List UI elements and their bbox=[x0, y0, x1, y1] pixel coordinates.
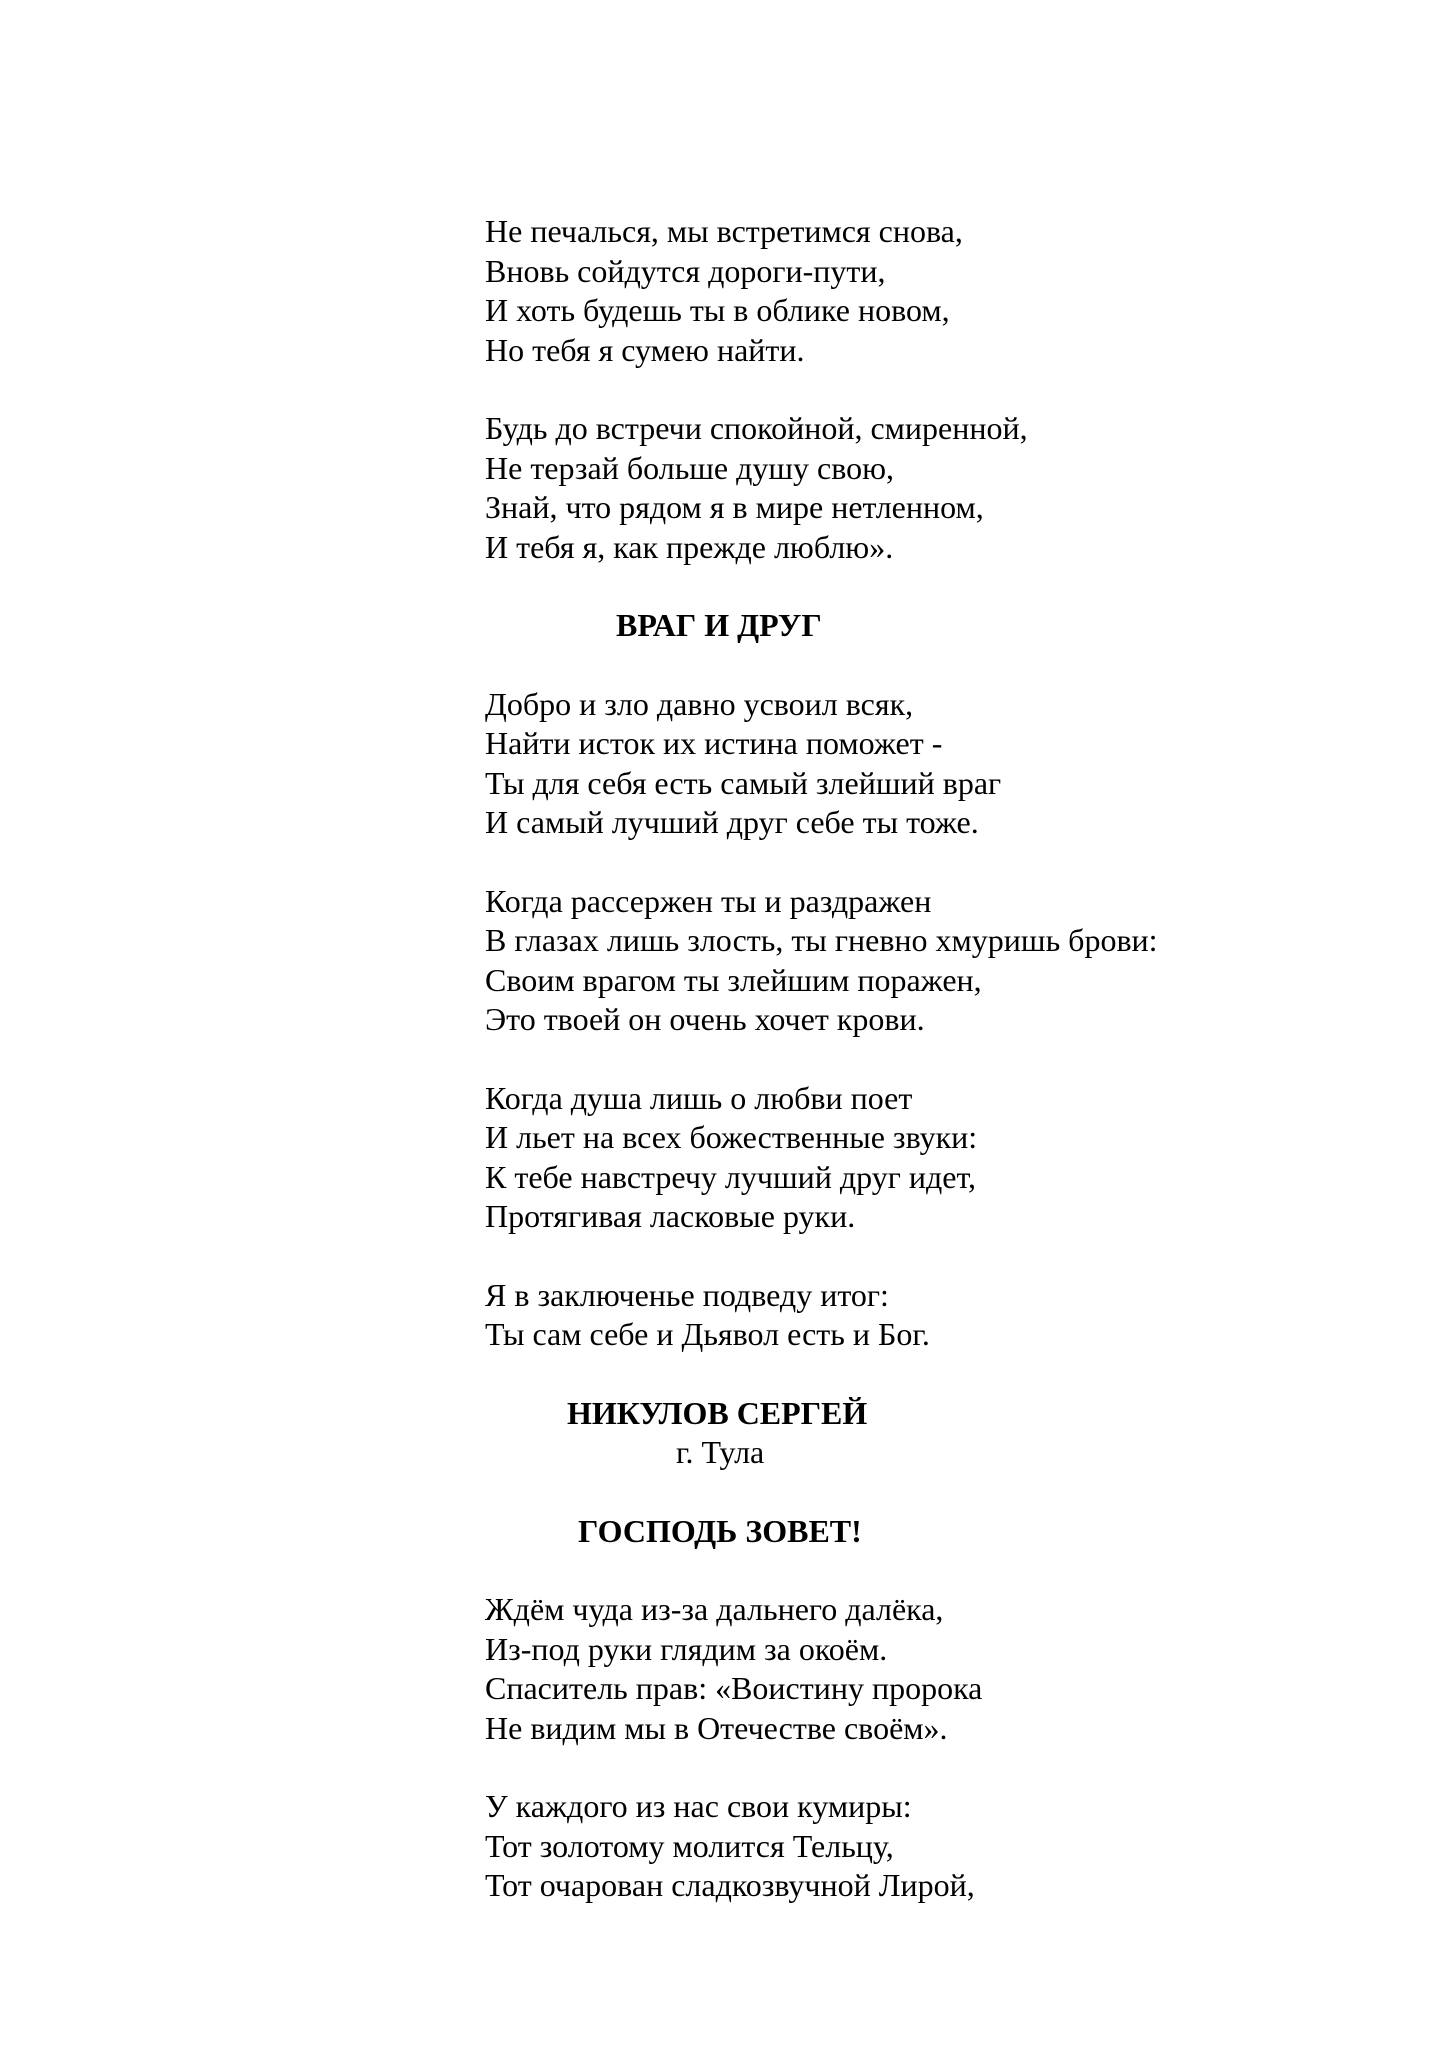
poem-line: Но тебя я сумею найти. bbox=[485, 331, 805, 368]
poem-line: И хоть будешь ты в облике новом, bbox=[485, 292, 950, 328]
poem-line: И льет на всех божественные звуки: bbox=[485, 1119, 978, 1155]
poem-line: Из-под руки глядим за окоём. bbox=[485, 1630, 888, 1667]
poem-line: Когда душа лишь о любви поет bbox=[485, 1079, 913, 1116]
poem-line: Не видим мы в Отечестве своём». bbox=[485, 1709, 948, 1746]
poem-line: К тебе навстречу лучший друг идет, bbox=[485, 1158, 977, 1195]
stanza bbox=[485, 1276, 1385, 1355]
poem-line: Спаситель прав: «Воистину пророка bbox=[485, 1670, 983, 1706]
poem-title: ГОСПОДЬ ЗОВЕТ! bbox=[578, 1512, 862, 1549]
poem-line: Будь до встречи спокойной, смиренной, bbox=[485, 410, 1028, 446]
author-city: г. Тула bbox=[676, 1434, 765, 1470]
stanza bbox=[485, 1079, 1385, 1237]
stanza bbox=[485, 409, 1385, 567]
stanza bbox=[485, 212, 1385, 370]
poem-line: Вновь сойдутся дороги-пути, bbox=[485, 252, 886, 289]
text-column bbox=[485, 212, 1385, 1945]
poem-line: И самый лучший друг себе ты тоже. bbox=[485, 804, 979, 840]
poem-line: Я в заключенье подведу итог: bbox=[485, 1276, 889, 1313]
poem-line: Тот золотому молится Тельцу, bbox=[485, 1827, 894, 1864]
stanza bbox=[485, 1787, 1385, 1906]
poem-line: Протягивая ласковые руки. bbox=[485, 1198, 856, 1234]
poem-line: Найти исток их истина поможет - bbox=[485, 725, 943, 761]
poem-line: Своим врагом ты злейшим поражен, bbox=[485, 961, 982, 998]
poem-line: В глазах лишь злость, ты гневно хмуришь брови: bbox=[485, 922, 1158, 958]
poem-line: Ты сам себе и Дьявол есть и Бог. bbox=[485, 1316, 930, 1352]
poem-line: И тебя я, как прежде люблю». bbox=[485, 528, 894, 565]
poem-line: Не терзай больше душу свою, bbox=[485, 449, 895, 486]
stanza bbox=[485, 1590, 1385, 1748]
poem-line: Не печалься, мы встретимся снова, bbox=[485, 213, 963, 249]
author-block bbox=[485, 1394, 1385, 1473]
poem-line: Тот очарован сладкозвучной Лирой, bbox=[485, 1867, 975, 1903]
poem-title: ВРАГ И ДРУГ bbox=[616, 607, 822, 643]
poem-line: Когда рассержен ты и раздражен bbox=[485, 882, 932, 919]
poem-line: Знай, что рядом я в мире нетленном, bbox=[485, 489, 984, 525]
author-name: НИКУЛОВ СЕРГЕЙ bbox=[567, 1394, 868, 1431]
stanza bbox=[485, 685, 1385, 843]
stanza bbox=[485, 882, 1385, 1040]
poem-line: Это твоей он очень хочет крови. bbox=[485, 1001, 925, 1037]
poem-line: У каждого из нас свои кумиры: bbox=[485, 1788, 912, 1824]
poem-line: Ждём чуда из-за дальнего далёка, bbox=[485, 1591, 944, 1627]
poem-line: Ты для себя есть самый злейший враг bbox=[485, 764, 1002, 801]
poem-line: Добро и зло давно усвоил всяк, bbox=[485, 685, 914, 722]
